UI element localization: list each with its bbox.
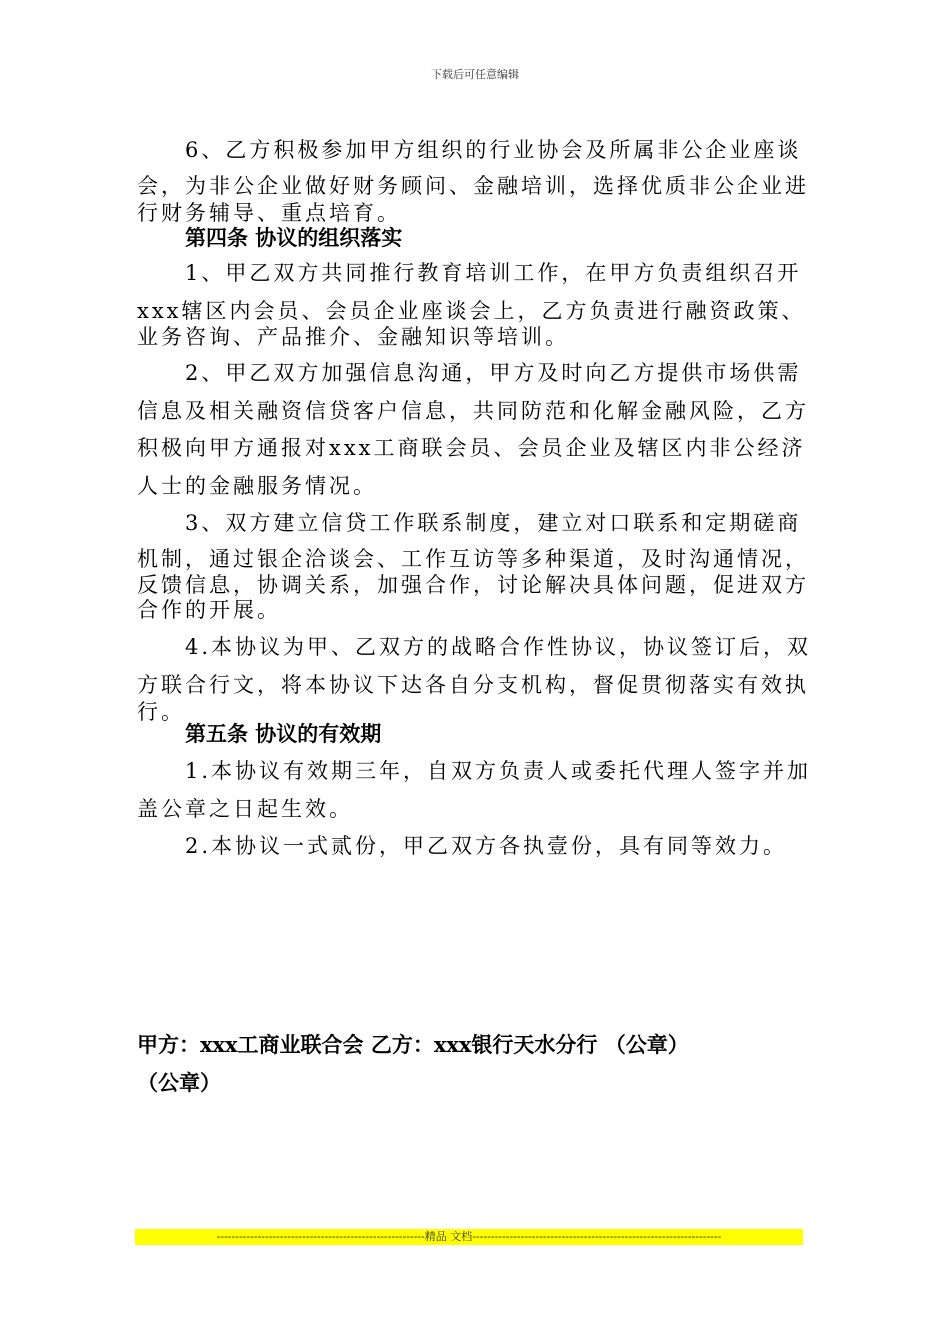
a5-p1-line1: 1.本协议有效期三年，自双方负责人或委托代理人签字并加 (185, 759, 812, 783)
signature-line: 甲方：xxx工商业联合会 乙方：xxx银行天水分行 （公章） (137, 1032, 689, 1057)
a4-p4-line3: 行。 (137, 700, 185, 724)
a4-p1-line3: 业务咨询、产品推介、金融知识等培训。 (137, 325, 569, 349)
a5-p1-line2: 盖公章之日起生效。 (137, 797, 353, 821)
a4-p2-line3: 积极向甲方通报对xxx工商联会员、会员企业及辖区内非公经济 (137, 436, 806, 460)
a4-p3-line1: 3、双方建立信贷工作联系制度，建立对口联系和定期磋商 (185, 511, 802, 535)
article-4-title: 第四条 协议的组织落实 (185, 226, 403, 250)
a4-p4-line1: 4.本协议为甲、乙双方的战略合作性协议，协议签订后，双 (185, 635, 812, 659)
a5-p2-line1: 2.本协议一式贰份，甲乙双方各执壹份，具有同等效力。 (185, 834, 788, 858)
signature-seal: （公章） (137, 1070, 221, 1095)
p6-line2: 会，为非公企业做好财务顾问、金融培训，选择优质非公企业进 (137, 174, 809, 198)
a4-p2-line1: 2、甲乙双方加强信息沟通，甲方及时向乙方提供市场供需 (185, 361, 802, 385)
a4-p4-line2: 方联合行文，将本协议下达各自分支机构，督促贯彻落实有效执 (137, 673, 809, 697)
a4-p1-line1: 1、甲乙双方共同推行教育培训工作，在甲方负责组织召开 (185, 261, 802, 285)
p6-line3: 行财务辅导、重点培育。 (137, 201, 401, 225)
a4-p3-line4: 合作的开展。 (137, 598, 281, 622)
p6-line1: 6、乙方积极参加甲方组织的行业协会及所属非公企业座谈 (185, 138, 802, 162)
a4-p2-line4: 人士的金融服务情况。 (137, 474, 377, 498)
a4-p2-line2: 信息及相关融资信贷客户信息，共同防范和化解金融风险，乙方 (137, 399, 809, 423)
page-header: 下载后可任意编辑 (431, 68, 519, 81)
a4-p1-line2: xxx辖区内会员、会员企业座谈会上，乙方负责进行融资政策、 (137, 299, 806, 323)
page-footer: --------------------------------------------------------精品 文档------------------------------------------------------------------- (135, 1229, 803, 1245)
a4-p3-line2: 机制，通过银企洽谈会、工作互访等多种渠道，及时沟通情况， (137, 547, 809, 571)
article-5-title: 第五条 协议的有效期 (185, 722, 382, 746)
a4-p3-line3: 反馈信息，协调关系，加强合作，讨论解决具体问题，促进双方 (137, 573, 809, 597)
